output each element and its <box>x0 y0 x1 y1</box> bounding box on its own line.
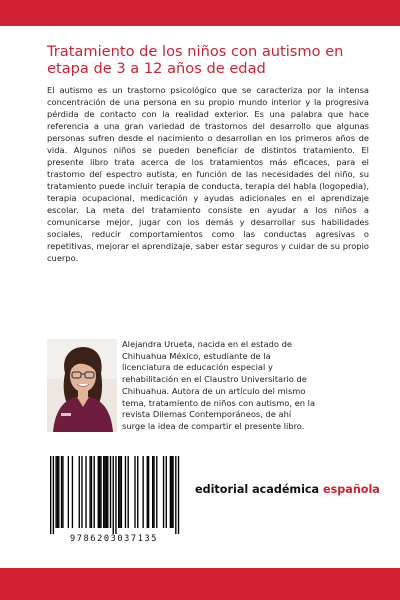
barcode-bars <box>39 452 189 534</box>
barcode-bar <box>107 456 108 528</box>
author-photo <box>47 339 117 432</box>
barcode-bar <box>125 456 126 528</box>
barcode-bar <box>89 456 90 528</box>
barcode-bar <box>72 456 73 528</box>
barcode-bar <box>121 456 122 528</box>
barcode-bar <box>55 456 56 528</box>
barcode-bar <box>85 456 86 528</box>
barcode-bar <box>98 456 99 528</box>
barcode-bar <box>61 456 62 528</box>
barcode-bar <box>175 456 176 534</box>
barcode-bar <box>118 456 119 528</box>
barcode-bar <box>94 456 95 528</box>
barcode-bar <box>91 456 92 528</box>
barcode-bar <box>100 456 101 528</box>
barcode-bar <box>156 456 157 528</box>
barcode-bar <box>99 456 100 528</box>
barcode-bar <box>81 456 82 528</box>
barcode-bar <box>170 456 171 528</box>
barcode-bar <box>106 456 107 528</box>
barcode-bar <box>115 456 116 534</box>
barcode-bar <box>119 456 120 528</box>
barcode-bar <box>104 456 105 528</box>
barcode-bar <box>163 456 164 528</box>
barcode-bar <box>153 456 154 528</box>
barcode-bar <box>137 456 138 528</box>
barcode-bar <box>172 456 173 528</box>
barcode-bar <box>68 456 69 528</box>
barcode-bar <box>79 456 80 528</box>
barcode-bar <box>171 456 172 528</box>
barcode-bar <box>53 456 54 534</box>
publisher-name-accent: española <box>323 483 380 496</box>
barcode-bar <box>147 456 148 528</box>
barcode-bar <box>152 456 153 528</box>
isbn-number: 9786203037135 <box>69 534 159 544</box>
book-title: Tratamiento de los niños con autismo en etapa de 3 a 12 años de edad <box>47 43 344 77</box>
barcode-bar <box>103 456 104 528</box>
bottom-color-band <box>0 568 400 600</box>
barcode-bar <box>50 456 51 534</box>
barcode-bar <box>166 456 167 528</box>
barcode-bar <box>110 456 111 528</box>
barcode-bar <box>113 456 114 534</box>
barcode-bar <box>142 456 143 528</box>
barcode-bar <box>134 456 135 528</box>
isbn-barcode <box>39 452 189 548</box>
top-color-band <box>0 0 400 26</box>
barcode-bar <box>178 456 179 534</box>
barcode-bar <box>57 456 58 528</box>
book-description: El autismo es un trastorno psicológico que se caracteriza por la intensa concentración de una persona en su propio mundo interior y la progresiva pérdida de contacto con la realidad exterior. Es una palabra que hace referencia a una gran variedad de trastornos del desarrollo que algunas personas sufren desde el nacimiento o desarrollan en los primeros años de vida. Algunos niños se pueden beneficiar de distintos tratamiento. El presente libro trata acerca de los tratamientos más eficaces, para el trastorno del espectro autista, en función de las necesidades del niño, su tratamiento puede incluir terapia de conducta, terapia del habla (logopedia), terapia ocupacional, medicación y ayudas adicionales en el aprendizaje escolar. La meta del tratamiento consiste en ayudar a los niños a comunicarse mejor, jugar con los demás y desarrollar sus habilidades sociales, reducir comportamientos como las conductas agresivas o repetitivas, mejorar el aprendizaje, saber estar seguros y cuidar de su propio cuerpo. <box>47 85 369 263</box>
publisher-name-main: editorial académica <box>195 483 320 496</box>
barcode-bar <box>62 456 63 528</box>
barcode-bar <box>148 456 149 528</box>
barcode-bar <box>128 456 129 528</box>
barcode-bar <box>58 456 59 528</box>
author-biography: Alejandra Urueta, nacida en el estado de Chihuahua México, estudiante de la licenciatura de educación especial y rehabilitación en el Claustro Universitario de Chihuahua. Autora de un artículo del mismo tema, tratamiento de niños con autismo, en la revista Dilemas Contemporáneos, de ahí surge la idea de compartir el presente libro. <box>122 339 316 431</box>
publisher-name <box>195 483 380 497</box>
